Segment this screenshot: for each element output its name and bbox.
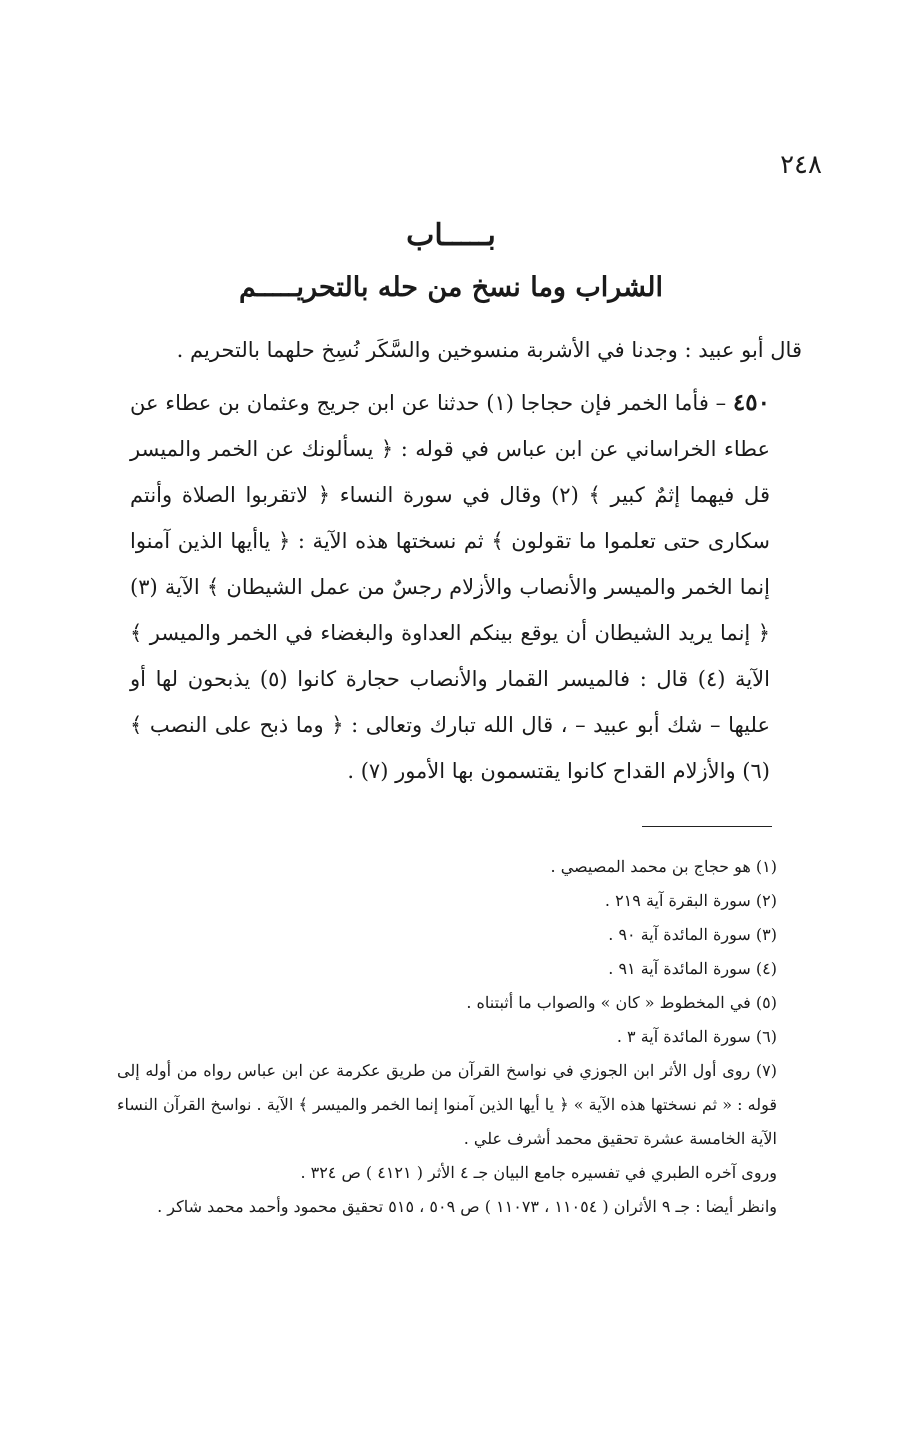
footnote-7-see-also: وانظر أيضا : جـ ٩ الأثران ( ١١٠٥٤ ، ١١٠٧٣ ) ص ٥٠٩ ، ٥١٥ تحقيق محمود وأحمد محمد شاكر . <box>157 1197 777 1216</box>
footnote-6: (٦) سورة المائدة آية ٣ . <box>616 1027 777 1046</box>
page-number: ٢٤٨ <box>780 150 822 180</box>
body-paragraph <box>130 380 770 794</box>
footnote-separator <box>642 826 772 827</box>
footnote-7-tabari: وروى آخره الطبري في تفسيره جامع البيان جـ ٤ الأثر ( ٤١٢١ ) ص ٣٢٤ . <box>300 1163 777 1182</box>
footnote-7: (٧) روى أول الأثر ابن الجوزي في نواسخ القرآن من طريق عكرمة عن ابن عباس رواه من أوله إلى قوله : « ثم نسختها هذه الآية » ﴿ يا أيها الذين آمنوا إنما الخمر والميسر ﴾ الآية . نواسخ القرآن النساء الآية الخامسة عشرة تحقيق محمد أشرف علي . <box>117 1061 777 1148</box>
intro-paragraph: قال أبو عبيد : وجدنا في الأشربة منسوخين والسَّكَر نُسِخ حلهما بالتحريم . <box>176 338 802 362</box>
footnote-4: (٤) سورة المائدة آية ٩١ . <box>608 959 777 978</box>
section-heading: الشراب وما نسخ من حله بالتحريـــــم <box>239 272 663 303</box>
footnote-2: (٢) سورة البقرة آية ٢١٩ . <box>604 891 777 910</box>
footnote-3: (٣) سورة المائدة آية ٩٠ . <box>608 925 777 944</box>
footnote-5: (٥) في المخطوط « كان » والصواب ما أثبتناه . <box>466 993 777 1012</box>
entry-number: ٤٥٠ <box>732 389 770 416</box>
chapter-title: بـــــاب <box>406 218 496 253</box>
footnotes <box>117 850 777 1224</box>
body-text: – فأما الخمر فإن حجاجا (١) حدثنا عن ابن جريج وعثمان بن عطاء عن عطاء الخراساني عن ابن عباس في قوله : ﴿ يسألونك عن الخمر والميسر قل فيهما إثمٌ كبير ﴾ (٢) وقال في سورة النساء ﴿ لاتقربوا الصلاة وأنتم سكارى حتى تعلموا ما تقولون ﴾ ثم نسختها هذه الآية : ﴿ ياأيها الذين آمنوا إنما الخمر والميسر والأنصاب والأزلام رجسٌ من عمل الشيطان ﴾ الآية (٣) ﴿ إنما يريد الشيطان أن يوقع بينكم العداوة والبغضاء في الخمر والميسر ﴾ الآية (٤) قال : فالميسر القمار والأنصاب حجارة كانوا (٥) يذبحون لها أو عليها – شك أبو عبيد – ، قال الله تبارك وتعالى : ﴿ وما ذبح على النصب ﴾ (٦) والأزلام القداح كانوا يقتسمون بها الأمور (٧) . <box>130 391 770 783</box>
footnote-1: (١) هو حجاج بن محمد المصيصي . <box>550 857 777 876</box>
